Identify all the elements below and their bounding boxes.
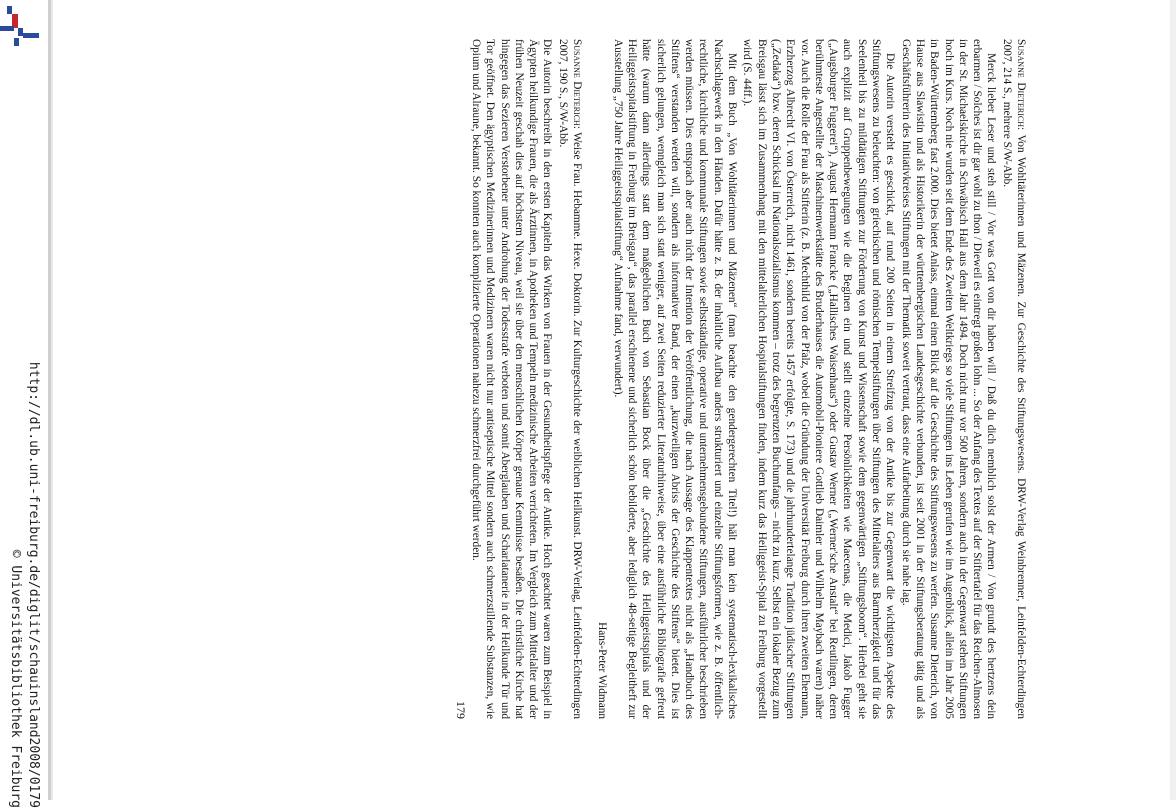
page-edge <box>1170 0 1176 800</box>
review1-author: Susanne Dieterich <box>1015 39 1027 127</box>
viewer-url-copyright <box>6 28 42 808</box>
review1-paragraph-1: Merck lieber Leser und steh still / Vor was Gott von dir haben will / Daß du dich nemblich solst der Armen / Von grundt des hertzens dein erbarmen / Solches ist dir gar wohl zu thon / Dieweil es eintregt großen lohn ... So der Anfang des Textes auf der Stiftertafel für das Reichen-Almosen in der St. Michaelskirche in Schwäbisch Hall aus dem Jahr 1494. Doch nicht nur vor 500 Jahren, sondern auch in der Gegenwart stehen Stiftungen hoch im Kurs. Noch nie wurden seit dem Ende des Zweiten Weltkriegs so viele Stiftungen ins Leben gerufen wie im Augenblick, allein im Jahr 2005 in Baden-Württemberg fast 2.000. Dies bietet Anlass, einmal einen Blick auf die Geschichte des Stiftungswesens zu werfen. Susanne Dieterich, von Hause aus Slawistin und als Historikerin der württembergischen Landesgeschichte verbunden, ist seit 2001 in der Stiftungsberatung tätig und als Geschäftsführerin des Initiativkreises Stiftungen mit der Thematik soweit vertraut, dass eine Aufarbeitung durch sie nahe lag. <box>899 39 998 719</box>
viewer-copyright: © Universitätsbibliothek Freiburg <box>8 549 23 808</box>
review1-paragraph-3: Mit dem Buch „Von Wohltäterinnen und Mäzenen“ (man beachte den gendergerechten Titel!) hält man kein systematisch-lexikalisches Nachschlagewerk in den Händen. Dafür hätte z. B. der inhaltliche Aufbau anders strukturiert und einzelne Stiftungsformen, wie z. B. öffentlich-rechtliche, kirchliche und kommunale Stiftungen sowie selbstständige, operative und unternehmensgebundene Stiftungen, ausführlicher beschrieben werden müssen. Dies entsprach aber auch nicht der Intention der Veröffentlichung, die nach Aussage des Klappentextes nicht als „Handbuch des Stiftens“ verstanden werden will, sondern als informativer Band, der einen „kurzweiligen Abriss der Geschichte des Stiftens“ bietet. Dies ist sicherlich gelungen, wenngleich man sich statt weniger, auf zwei Seiten reduzierter Literaturhinweise, über eine ausführliche Bibliografie gefreut hätte (warum dann allerdings statt dem maßgeblichen Buch von Sebastian Bock über die „Geschichte des Heiliggeistspitals und der Heiliggeistspitalstiftung in Freiburg im Breisgau“, das parallel erschienene und sicherlich schön bebilderte, aber lediglich 48-seitige Begleitheft zur Ausstellung „750 Jahre Heiliggeistspitalstiftung“ Aufnahme fand, verwundert). <box>611 39 739 719</box>
review2-author: Susanne Dieterich <box>571 39 584 126</box>
review2-paragraph-1: Die Autorin beschreibt in den ersten Kapiteln das Wirken von Frauen in der Gesundheitspflege der Antike. Hoch geachtet waren zum Beispiel in Ägypten heilkundige Frauen, die als Ärztinnen, in Apotheken und Tempeln medizinische Arbeiten verrichteten. Im Vergleich zum Mittelalter und der frühen Neuzeit geschah dies auf höchstem Niveau, weil sie über den menschlichen Körper genaue Kenntnisse besaßen. Die christliche Kirche hat hingegen das Sezieren Verstorbener unter Androhung der Todesstrafe verboten und somit Aberglauben und Scharlatanerie in der Heilkunde Tür und Tor geöffnet. Den ägyptischen Medizinerinnen und Medizinern waren nicht nur antiseptische Mittel sondern auch schmerzstillende Substanzen, wie Opium und Alraune, bekannt. So konnten auch komplizierte Operationen nahezu schmerzfrei durchgeführt werden. <box>470 39 554 719</box>
viewer-url[interactable]: http://dl.ub.uni-freiburg.de/diglit/schauinsland2008/0179 <box>26 361 41 808</box>
review1-citation-text: : Von Wohltäterinnen und Mäzenen. Zur Geschichte des Stiftungswesens. DRW-Verlag Weinbrenner, Leinfelden-Echterdingen 2007, 214 S., mehrere S/W-Abb. <box>1000 39 1027 719</box>
review1-citation <box>999 39 1028 719</box>
rotated-page-text <box>168 39 1028 719</box>
review1-signature: Hans-Peter Widmann <box>596 622 609 719</box>
review2-citation-text: : Weise Frau. Hebamme. Hexe. Doktorin. Zur Kulturgeschichte der weiblichen Heilkunst. DRW-Verlag, Leinfelden-Echterdingen 2007, 190 S., S/W-Abb. <box>556 39 584 719</box>
page-number: 179 <box>453 701 468 719</box>
section-gap <box>584 39 594 719</box>
review2-citation <box>556 39 585 719</box>
viewer-sidebar <box>0 0 48 808</box>
review1-paragraph-2: Die Autorin versteht es geschickt, auf rund 200 Seiten in einem Streifzug von der Antike bis zur Gegenwart die wichtigsten Aspekte des Stiftungswesens zu beleuchten: von griechischen und römischen Tempelstiftungen über Stiftungen des Mittelalters aus Barmherzigkeit und für das Seelenheil bis zu mildtätigen Stiftungen zur Förderung von Kunst und Wissenschaft sowie dem gegenwärtigen „Stiftungsboom“. Hierbei geht sie auch explizit auf Gruppenbewegungen wie die Beginen ein und stellt einzelne Persönlichkeiten wie Maecenas, die Medici, Jakob Fugger („Augsburger Fuggerei“), August Hermann Francke („Hallisches Waisenhaus“) oder Gustav Werner („Werner'sche Anstalt“ bei Reutlingen, deren berühmteste Angestellte der Maschinenwerkstätte des Bruderhauses die Automobil-Pioniere Gottlieb Daimler und Wilhelm Maybach waren) näher vor. Auch die Rolle der Frau als Stifterin (z. B. Mechthild von der Pfalz, wobei die Gründung der Universität Freiburg durch ihren zweiten Ehemann, Erzherzog Albrecht VI. von Österreich, nicht 1461, sondern bereits 1457 erfolgte, S. 173) und die jahrhundertelange Tradition jüdischer Stiftungen („Zedaka“) bzw. deren Schicksal im Nationalsozialismus kommen – trotz des begrenzten Buchumfangs – nicht zu kurz. Selbst ein lokaler Bezug zum Breisgau lässt sich im Zusammenhang mit den mittelalterlichen Hospitalstiftungen finden, indem kurz das Heiliggeist-Spital zu Freiburg vorgestellt wird (S. 44ff.). <box>741 39 897 719</box>
